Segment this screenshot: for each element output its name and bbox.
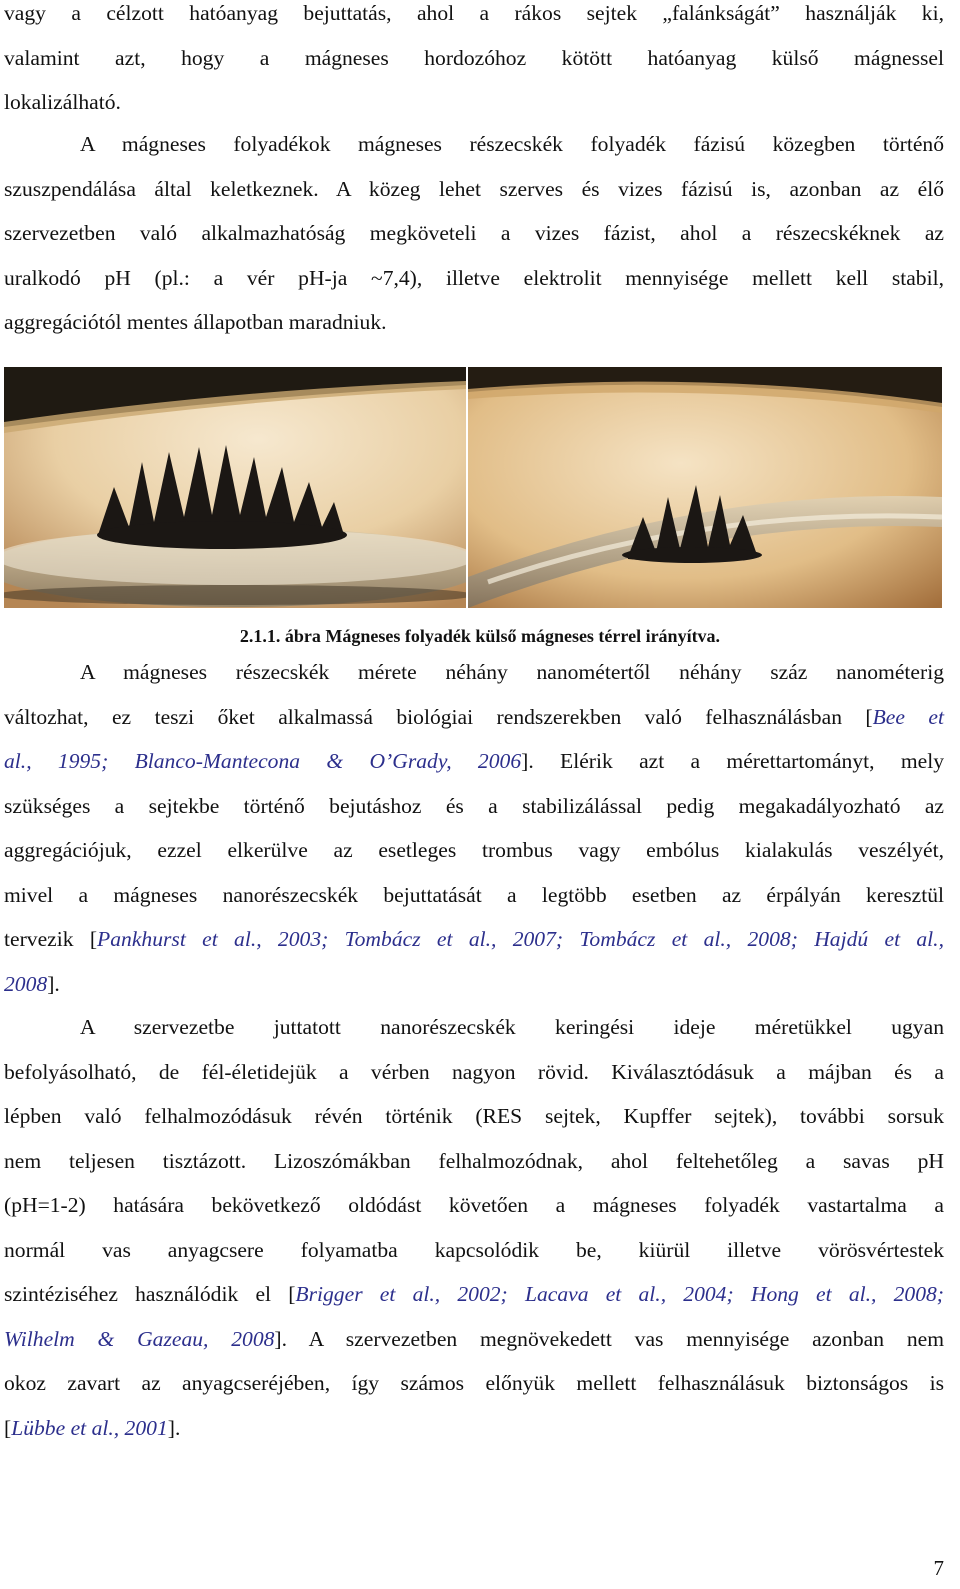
text-segment: ]. Elérik azt a mérettartományt, mely (521, 749, 944, 773)
text-line: lokalizálható. (4, 90, 121, 114)
text-segment: ]. (47, 971, 60, 996)
ferrofluid-photo-right (468, 367, 942, 608)
text-line (4, 1317, 944, 1362)
text-line: szervezetben való alkalmazhatóság megköveteli a vizes fázist, ahol a részecskéknek az (4, 221, 944, 245)
text-line: vagy a célzott hatóanyag bejuttatás, ahol a rákos sejtek „falánkságát” használják ki, (4, 1, 944, 25)
text-line: (pH=1-2) hatására bekövetkező oldódást követően a mágneses folyadék vastartalma a (4, 1193, 944, 1217)
text-line: A szervezetbe juttatott nanorészecskék keringési ideje méretükkel ugyan (80, 1015, 944, 1039)
intro-paragraph (4, 0, 944, 125)
text-line (4, 739, 944, 784)
text-line: mivel a mágneses nanorészecskék bejuttatását a legtöbb esetben az érpályán keresztül (4, 882, 944, 907)
text-line (4, 917, 944, 962)
text-line (4, 695, 944, 740)
text-line: okoz zavart az anyagcseréjében, így számos előnyük mellett felhasználásuk biztonságos is (4, 1371, 944, 1395)
citation-link[interactable]: Brigger et al., 2002; Lacava et al., 2004; Hong et al., 2008; (295, 1282, 945, 1306)
citation-link[interactable]: al., 1995; Blanco-Mantecona & O’Grady, 2006 (4, 749, 522, 773)
text-line (4, 1272, 944, 1317)
paragraph-circulation (4, 1005, 944, 1450)
text-segment: szintéziséhez használódik el [ (4, 1282, 296, 1306)
citation-link[interactable]: Pankhurst et al., 2003; Tombácz et al., 2007; Tombácz et al., 2008; Hajdú et al., (97, 927, 944, 951)
text-line: A mágneses részecskék mérete néhány nanométertől néhány száz nanométerig (80, 660, 944, 684)
citation-link[interactable]: Wilhelm & Gazeau, 2008 (4, 1326, 275, 1351)
text-line: lépben való felhalmozódásuk révén történik (RES sejtek, Kupffer sejtek), további sorsuk (4, 1104, 944, 1128)
text-segment: [ (4, 1415, 12, 1440)
text-line: szükséges a sejtekbe történő bejutáshoz és a stabilizálással pedig megakadályozható az (4, 793, 944, 818)
text-line: valamint azt, hogy a mágneses hordozóhoz kötött hatóanyag külső mágnessel (4, 45, 944, 70)
text-line: normál vas anyagcsere folyamatba kapcsolódik be, kiürül illetve vörösvértestek (4, 1237, 944, 1262)
text-line: befolyásolható, de fél-életidejük a vérben nagyon rövid. Kiválasztódásuk a májban és a (4, 1059, 944, 1084)
figure-caption: 2.1.1. ábra Mágneses folyadék külső mágneses térrel irányítva. (239, 626, 721, 646)
text-line: nem teljesen tisztázott. Lizoszómákban felhalmozódnak, ahol feltehetőleg a savas pH (4, 1148, 944, 1173)
citation-link[interactable]: 2008 (4, 971, 48, 996)
paragraph-particle-size (4, 650, 944, 1006)
citation-link[interactable]: Lübbe et al., 2001 (11, 1415, 168, 1440)
text-line: aggregációjuk, ezzel elkerülve az esetleges trombus vagy embólus kialakulás veszélyét, (4, 838, 944, 862)
text-line: szuszpendálása által keletkeznek. A közeg lehet szerves és vizes fázisú is, azonban az élő (4, 176, 944, 201)
paragraph-magnetic-fluids (4, 122, 944, 345)
figure-ferrofluid-photos (4, 367, 942, 608)
text-line (4, 962, 944, 1007)
text-line: uralkodó pH (pl.: a vér pH-ja ~7,4), illetve elektrolit mennyisége mellett kell stabil, (4, 265, 944, 290)
text-line: aggregációtól mentes állapotban maradniuk. (4, 310, 387, 334)
text-segment: tervezik [ (4, 927, 98, 951)
ferrofluid-photo-left (4, 367, 466, 608)
text-line: A mágneses folyadékok mágneses részecskék folyadék fázisú közegben történő (80, 132, 944, 156)
text-segment: változhat, ez teszi őket alkalmassá biológiai rendszerekben való felhasználásban [ (4, 704, 873, 729)
text-line (4, 1406, 944, 1451)
text-segment: ]. (167, 1415, 181, 1440)
text-segment: ]. A szervezetben megnövekedett vas mennyisége azonban nem (274, 1326, 944, 1351)
citation-link[interactable]: Bee et (872, 704, 944, 729)
page-number: 7 (933, 1556, 944, 1580)
